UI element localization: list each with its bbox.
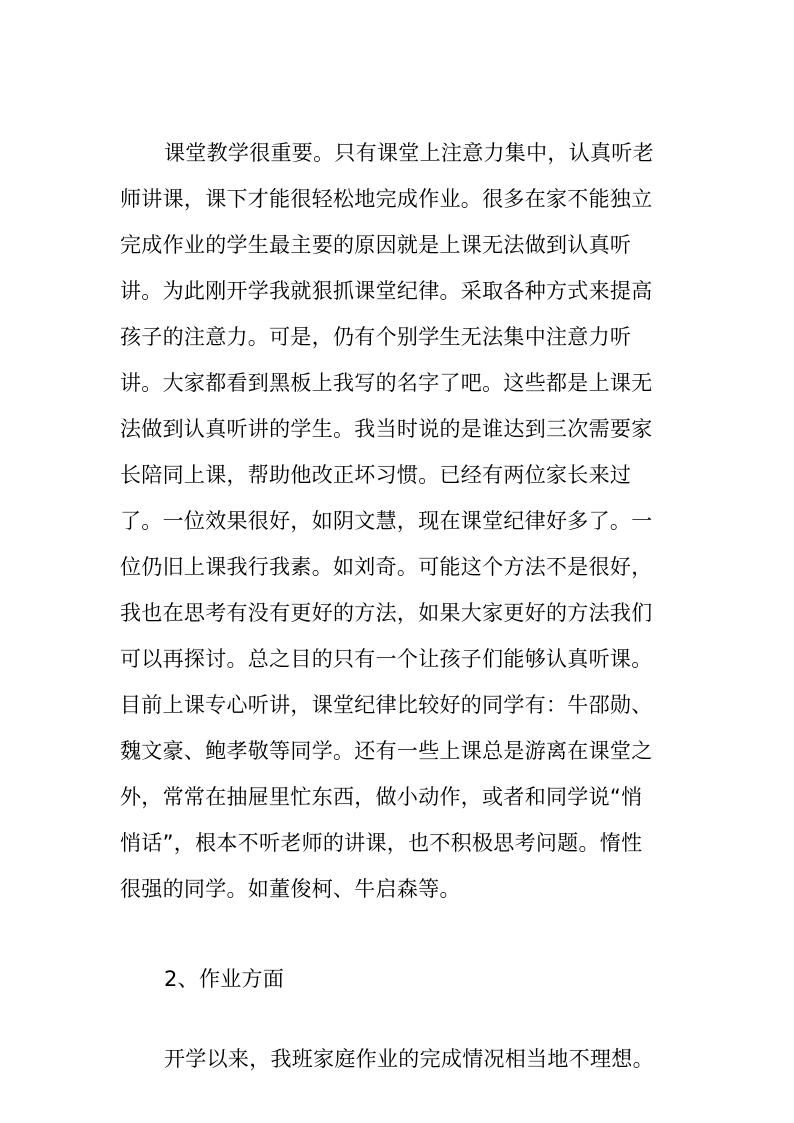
section-heading: 2、作业方面 — [164, 967, 285, 991]
text-line: 讲。大家都看到黑板上我写的名字了吧。这些都是上课无 — [120, 371, 653, 395]
text-line: 我也在思考有没有更好的方法，如果大家更好的方法我们 — [120, 601, 653, 625]
text-line: 悄话”，根本不听老师的讲课，也不积极思考问题。惰性 — [120, 831, 643, 855]
text-line: 位仍旧上课我行我素。如刘奇。可能这个方法不是很好， — [120, 555, 653, 579]
text-line: 魏文豪、鲍孝敬等同学。还有一些上课总是游离在课堂之 — [120, 739, 653, 763]
text-line: 了。一位效果很好，如阴文慧，现在课堂纪律好多了。一 — [120, 509, 653, 533]
text-line: 课堂教学很重要。只有课堂上注意力集中，认真听老 — [164, 141, 654, 165]
text-line: 很强的同学。如董俊柯、牛启森等。 — [120, 877, 461, 901]
text-line: 法做到认真听讲的学生。我当时说的是谁达到三次需要家 — [120, 417, 653, 441]
text-line: 外，常常在抽屉里忙东西，做小动作，或者和同学说“悄 — [120, 785, 643, 809]
text-line: 开学以来，我班家庭作业的完成情况相当地不理想。 — [164, 1047, 654, 1071]
text-line: 完成作业的学生最主要的原因就是上课无法做到认真听 — [120, 233, 632, 257]
text-line: 孩子的注意力。可是，仍有个别学生无法集中注意力听 — [120, 325, 632, 349]
text-line: 讲。为此刚开学我就狠抓课堂纪律。采取各种方式来提高 — [120, 279, 653, 303]
text-line: 可以再探讨。总之目的只有一个让孩子们能够认真听课。 — [120, 647, 653, 671]
text-line: 师讲课，课下才能很轻松地完成作业。很多在家不能独立 — [120, 187, 653, 211]
text-line: 长陪同上课，帮助他改正坏习惯。已经有两位家长来过 — [120, 463, 632, 487]
text-line: 目前上课专心听讲，课堂纪律比较好的同学有：牛邵勋、 — [120, 693, 653, 717]
